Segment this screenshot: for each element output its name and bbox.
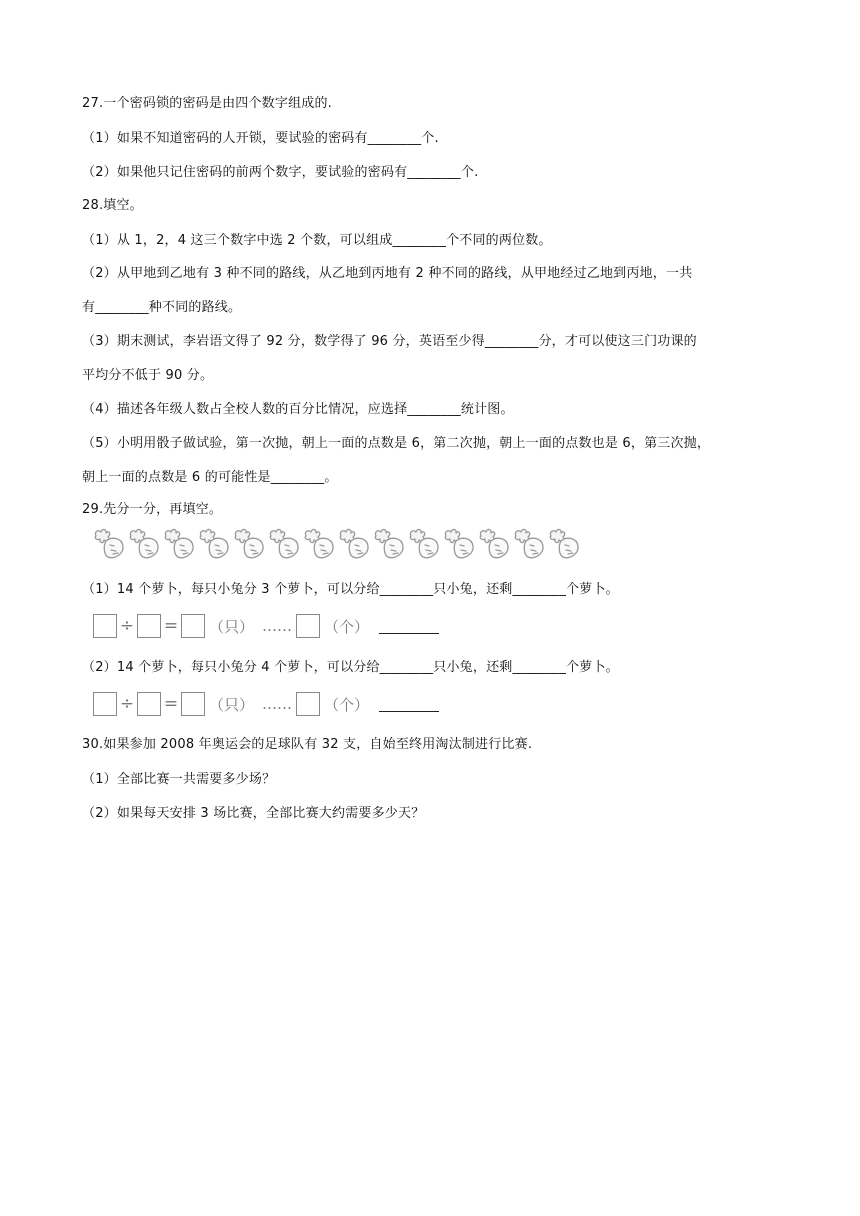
q28-part1: （1）从 1，2，4 这三个数字中选 2 个数，可以组成________个不同的两位数。 (82, 233, 552, 248)
q29-stem: 29.先分一分，再填空。 (82, 502, 223, 517)
carrot-icon (442, 524, 477, 564)
q28-part5-line2: 朝上一面的点数是 6 的可能性是________。 (82, 470, 338, 485)
q27-part1: （1）如果不知道密码的人开锁，要试验的密码有________个. (82, 131, 439, 146)
equation-row-2 (93, 689, 439, 719)
equals-sign: = (163, 694, 179, 714)
q27-part2: （2）如果他只记住密码的前两个数字，要试验的密码有________个. (82, 165, 479, 180)
answer-blank[interactable] (379, 619, 439, 634)
remainder-dots: …… (262, 695, 293, 713)
answer-box[interactable] (93, 692, 117, 716)
carrot-icon (477, 524, 512, 564)
remainder-dots: …… (262, 617, 293, 635)
q28-part2-line1: （2）从甲地到乙地有 3 种不同的路线，从乙地到丙地有 2 种不同的路线，从甲地经过乙地到丙地，一共 (82, 266, 693, 281)
answer-box[interactable] (137, 614, 161, 638)
q30-part2: （2）如果每天安排 3 场比赛，全部比赛大约需要多少天？ (82, 806, 425, 821)
q28-part2-line2: 有________种不同的路线。 (82, 300, 242, 315)
answer-box[interactable] (296, 692, 320, 716)
carrot-icon (302, 524, 337, 564)
answer-box[interactable] (181, 614, 205, 638)
q29-part2: （2）14 个萝卜，每只小兔分 4 个萝卜，可以分给________只小兔，还剩________个萝卜。 (82, 660, 619, 675)
answer-box[interactable] (181, 692, 205, 716)
answer-box[interactable] (137, 692, 161, 716)
carrot-icon (232, 524, 267, 564)
q29-part1: （1）14 个萝卜，每只小兔分 3 个萝卜，可以分给________只小兔，还剩________个萝卜。 (82, 582, 619, 597)
equation-row-1 (93, 611, 439, 641)
carrot-icon (547, 524, 582, 564)
unit-label: （个） (324, 617, 370, 636)
answer-box[interactable] (296, 614, 320, 638)
carrot-illustration (92, 524, 582, 564)
q30-part1: （1）全部比赛一共需要多少场？ (82, 772, 276, 787)
q30-stem: 30.如果参加 2008 年奥运会的足球队有 32 支，自始至终用淘汰制进行比赛. (82, 737, 533, 752)
carrot-icon (407, 524, 442, 564)
unit-label: （只） (209, 617, 255, 636)
carrot-icon (337, 524, 372, 564)
carrot-icon (92, 524, 127, 564)
unit-label: （只） (209, 695, 255, 714)
q28-stem: 28.填空。 (82, 198, 143, 213)
q27-stem: 27.一个密码锁的密码是由四个数字组成的. (82, 96, 333, 111)
answer-box[interactable] (93, 614, 117, 638)
carrot-icon (372, 524, 407, 564)
divide-sign: ÷ (119, 616, 135, 636)
divide-sign: ÷ (119, 694, 135, 714)
carrot-icon (267, 524, 302, 564)
carrot-icon (512, 524, 547, 564)
carrot-icon (162, 524, 197, 564)
q28-part3-line2: 平均分不低于 90 分。 (82, 368, 214, 383)
carrot-icon (127, 524, 162, 564)
unit-label: （个） (324, 695, 370, 714)
equals-sign: = (163, 616, 179, 636)
q28-part5-line1: （5）小明用骰子做试验，第一次抛，朝上一面的点数是 6，第二次抛，朝上一面的点数也是 6，第三次抛， (82, 436, 711, 451)
answer-blank[interactable] (379, 697, 439, 712)
q28-part4: （4）描述各年级人数占全校人数的百分比情况，应选择________统计图。 (82, 402, 514, 417)
carrot-icon (197, 524, 232, 564)
q28-part3-line1: （3）期末测试，李岩语文得了 92 分，数学得了 96 分，英语至少得________分，才可以使这三门功课的 (82, 334, 697, 349)
